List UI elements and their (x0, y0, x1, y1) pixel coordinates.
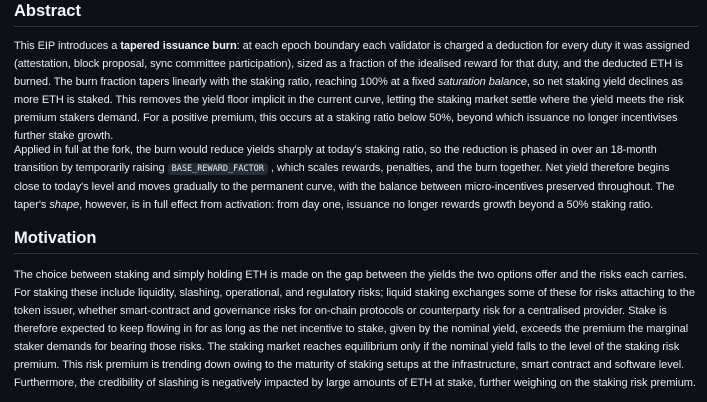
tapered-issuance-burn-term: tapered issuance burn (120, 40, 237, 52)
saturation-balance-term: saturation balance (437, 76, 527, 88)
base-reward-factor-code: BASE_REWARD_FACTOR (168, 163, 268, 175)
abstract-p1-text-1: This EIP introduces a (14, 40, 121, 52)
abstract-p2-text-3: , however, is in full effect from activation: from day one, issuance no longer rewards growth beyond a 50% staking ratio. (79, 199, 654, 211)
abstract-p2-text-1: Applied in full at the fork, the burn would reduce yields sharply at today's staking ratio, so the reduction is phased in over an 18-month transition by temporarily raising (14, 144, 657, 174)
abstract-p1-text-2: : at each epoch boundary each validator is charged a deduction for every duty it was assigned (attestation, block proposal, sync committee participation), sized as a fraction of the idealised reward for that duty, and the deducted ETH is burned. The burn fraction tapers linearly with the staking ratio, reaching 100% at a fixed (14, 40, 690, 88)
abstract-paragraph-1 (14, 37, 698, 145)
motivation-paragraph: The choice between staking and simply holding ETH is made on the gap between the yields the two options offer and the risks each carries. For staking these include liquidity, slashing, operational, and regulatory risks; liquid staking exchanges some of these for risks attaching to the token issuer, whether smart-contract and governance risks for on-chain protocols or counterparty risk for a centralised provider. Stake is therefore expected to keep flowing in for as long as the net incentive to stake, given by the nominal yield, exceeds the premium the marginal staker demands for bearing those risks. The staking market reaches equilibrium only if the nominal yield falls to the level of the staking risk premium. This risk premium is trending down owing to the maturity of staking setups at the infrastructure, smart contract and software level. Furthermore, the credibility of slashing is negatively impacted by large amounts of ETH at stake, further weighing on the staking risk premium. (14, 269, 696, 389)
shape-term: shape (49, 199, 80, 211)
abstract-heading: Abstract (14, 0, 698, 27)
abstract-paragraph-2 (14, 141, 698, 214)
motivation-heading: Motivation (14, 227, 698, 254)
abstract-p1-text-3: , so net staking yield declines as more ETH is staked. This removes the yield floor implicit in the current curve, letting the staking market settle where the yield meets the risk premium stakers demand. For a positive premium, this occurs at a staking ratio below 50%, beyond which issuance no longer incentivises further stake growth. (14, 76, 684, 142)
abstract-p2-text-2: , which scales rewards, penalties, and the burn together. Net yield therefore begins close to today's level and moves gradually to the permanent curve, with the balance between micro-incentives preserved throughout. The taper's (14, 162, 675, 211)
